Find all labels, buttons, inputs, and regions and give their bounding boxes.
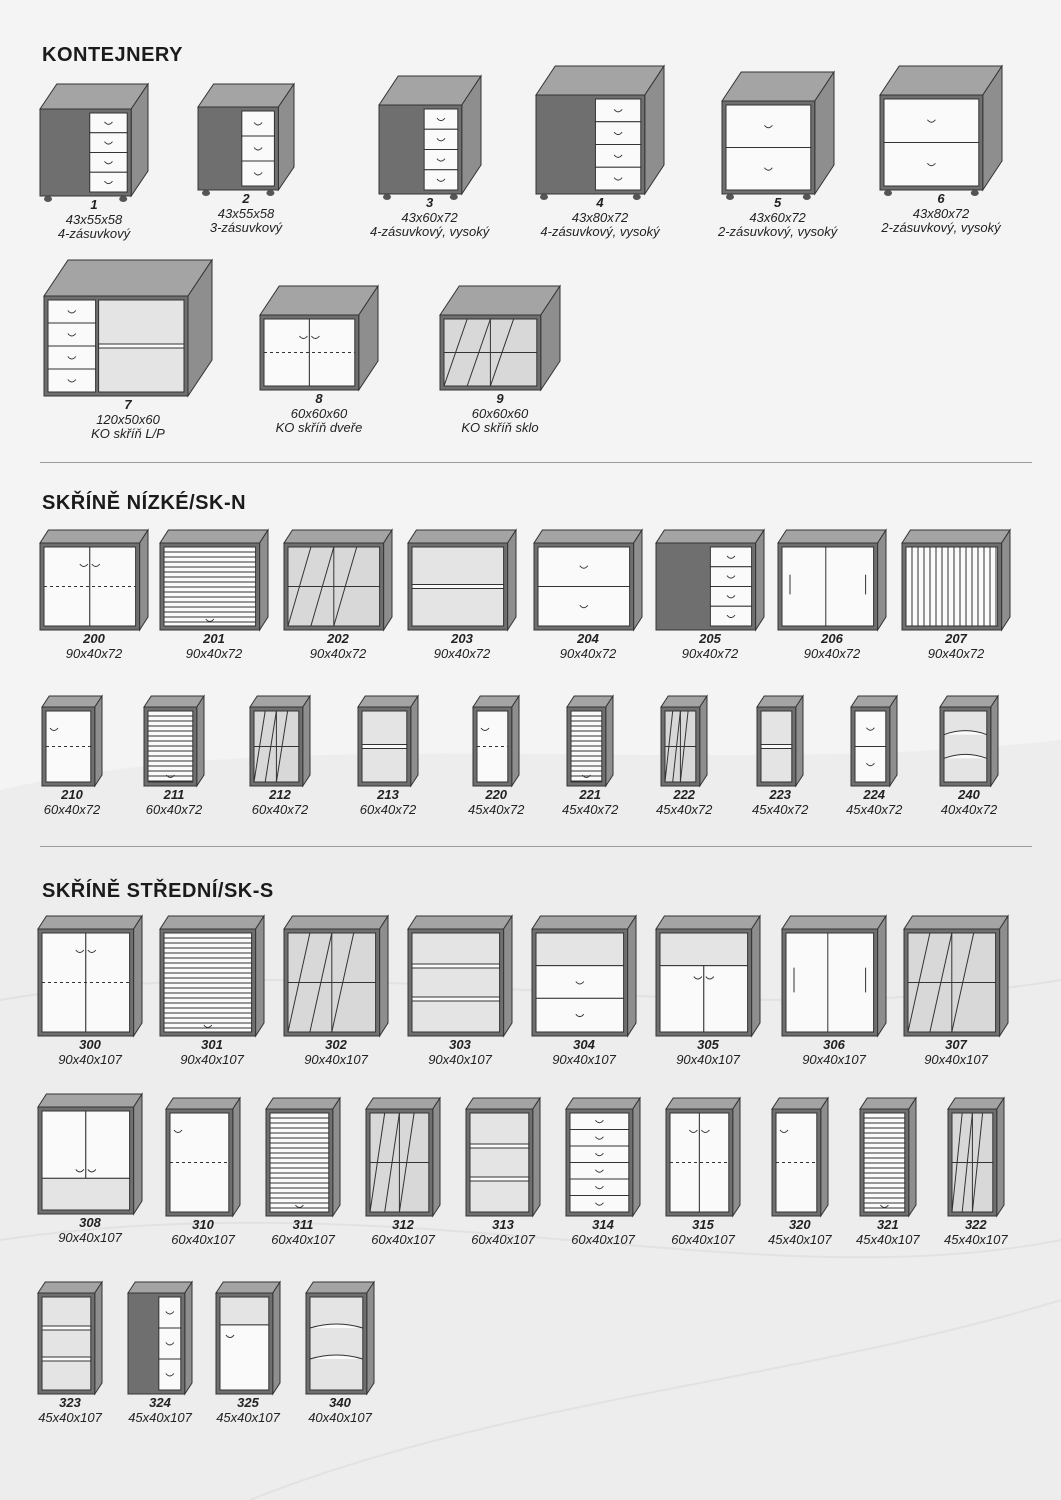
product-dimensions: 60x60x60 — [471, 406, 529, 421]
section-divider — [40, 462, 1032, 463]
product-description: KO skříň dveře — [275, 420, 363, 435]
product-illustration — [534, 530, 642, 630]
product-code: 312 — [392, 1217, 414, 1232]
product-dimensions: 45x40x107 — [128, 1410, 192, 1425]
product-code: 212 — [269, 787, 291, 802]
product-code: 322 — [964, 1217, 987, 1232]
section-title-skrine-nizke: SKŘÍNĚ NÍZKÉ/SK-N — [42, 492, 247, 514]
product-item — [144, 696, 204, 817]
product-description: 4-zásuvkový — [57, 226, 131, 241]
product-dimensions: 90x40x107 — [676, 1052, 740, 1067]
product-item — [42, 696, 102, 817]
product-dimensions: 60x40x107 — [471, 1232, 535, 1247]
product-illustration — [250, 696, 310, 786]
product-illustration — [216, 1282, 280, 1394]
product-illustration — [38, 916, 142, 1036]
product-dimensions: 43x60x72 — [749, 210, 806, 225]
product-code: 315 — [692, 1217, 714, 1232]
product-item — [904, 916, 1008, 1067]
product-illustration — [772, 1098, 828, 1216]
product-illustration — [466, 1098, 540, 1216]
product-item — [534, 530, 642, 661]
product-code: 210 — [61, 787, 83, 802]
product-dimensions: 90x40x72 — [681, 646, 739, 661]
product-illustration — [661, 696, 707, 786]
product-dimensions: 43x60x72 — [401, 210, 458, 225]
product-description: KO skříň sklo — [461, 420, 539, 435]
product-code: 211 — [163, 787, 185, 802]
product-dimensions: 90x40x72 — [559, 646, 617, 661]
product-item — [160, 530, 268, 661]
product-item — [466, 1098, 540, 1247]
product-illustration — [408, 916, 512, 1036]
product-dimensions: 45x40x72 — [846, 802, 903, 817]
product-item — [562, 696, 618, 817]
product-dimensions: 45x40x72 — [468, 802, 525, 817]
product-code: 9 — [496, 391, 504, 406]
product-code: 300 — [79, 1037, 101, 1052]
product-item — [40, 530, 148, 661]
product-illustration — [160, 530, 268, 630]
product-illustration — [536, 66, 664, 194]
product-code: 207 — [945, 631, 967, 646]
product-item — [40, 84, 148, 241]
product-illustration — [166, 1098, 240, 1216]
product-code: 310 — [192, 1217, 214, 1232]
product-code: 306 — [823, 1037, 845, 1052]
product-illustration — [440, 286, 560, 390]
product-item — [38, 916, 142, 1067]
product-dimensions: 60x40x107 — [671, 1232, 735, 1247]
product-code: 206 — [821, 631, 843, 646]
product-illustration — [948, 1098, 1004, 1216]
product-dimensions: 90x40x107 — [552, 1052, 616, 1067]
product-code: 204 — [577, 631, 599, 646]
product-code: 340 — [329, 1395, 351, 1410]
product-item — [408, 916, 512, 1067]
product-illustration — [778, 530, 886, 630]
product-item — [778, 530, 886, 661]
product-dimensions: 43x55x58 — [65, 212, 123, 227]
product-description: KO skříň L/P — [91, 426, 165, 441]
product-item — [250, 696, 310, 817]
product-dimensions: 43x55x58 — [217, 206, 275, 221]
product-item — [656, 530, 764, 661]
product-illustration — [940, 696, 998, 786]
product-dimensions: 90x40x72 — [309, 646, 367, 661]
product-illustration — [860, 1098, 916, 1216]
product-item — [408, 530, 516, 661]
product-dimensions: 120x50x60 — [96, 412, 160, 427]
product-dimensions: 45x40x72 — [562, 802, 619, 817]
product-code: 5 — [773, 195, 782, 210]
product-item — [718, 72, 837, 239]
product-code: 324 — [149, 1395, 171, 1410]
product-illustration — [128, 1282, 192, 1394]
product-illustration — [42, 696, 102, 786]
product-dimensions: 90x40x107 — [428, 1052, 492, 1067]
product-dimensions: 45x40x107 — [216, 1410, 280, 1425]
product-illustration — [757, 696, 803, 786]
product-code: 213 — [377, 787, 399, 802]
product-dimensions: 60x40x72 — [251, 802, 309, 817]
product-dimensions: 40x40x72 — [940, 802, 998, 817]
product-code: 303 — [449, 1037, 471, 1052]
product-item — [166, 1098, 240, 1247]
product-description: 2-zásuvkový, vysoký — [881, 220, 1001, 235]
product-illustration — [144, 696, 204, 786]
product-illustration — [408, 530, 516, 630]
product-dimensions: 60x40x72 — [145, 802, 203, 817]
product-illustration — [902, 530, 1010, 630]
product-code: 320 — [788, 1217, 811, 1232]
product-item — [656, 696, 712, 817]
product-dimensions: 90x40x72 — [433, 646, 491, 661]
product-code: 305 — [697, 1037, 719, 1052]
product-code: 307 — [945, 1037, 967, 1052]
product-item — [38, 1282, 102, 1425]
product-illustration — [284, 530, 392, 630]
section-divider — [40, 846, 1032, 847]
product-code: 301 — [201, 1037, 223, 1052]
product-code: 311 — [292, 1217, 314, 1232]
product-description: 4-zásuvkový, vysoký — [370, 224, 490, 239]
product-item — [944, 1098, 1008, 1247]
product-code: 313 — [492, 1217, 514, 1232]
product-dimensions: 45x40x72 — [752, 802, 809, 817]
product-dimensions: 45x40x72 — [656, 802, 713, 817]
product-item — [306, 1282, 374, 1425]
product-dimensions: 45x40x107 — [944, 1232, 1008, 1247]
product-illustration — [782, 916, 886, 1036]
section-title-skrine-stredni: SKŘÍNĚ STŘEDNÍ/SK-S — [42, 880, 274, 902]
product-code: 7 — [124, 397, 132, 412]
product-item — [366, 1098, 440, 1247]
product-dimensions: 60x60x60 — [290, 406, 348, 421]
product-illustration — [160, 916, 264, 1036]
product-dimensions: 90x40x107 — [802, 1052, 866, 1067]
product-illustration — [904, 916, 1008, 1036]
product-dimensions: 90x40x72 — [927, 646, 985, 661]
product-item — [128, 1282, 192, 1425]
product-code: 314 — [592, 1217, 614, 1232]
product-dimensions: 90x40x107 — [58, 1052, 122, 1067]
product-dimensions: 90x40x72 — [803, 646, 861, 661]
product-code: 222 — [673, 787, 696, 802]
product-dimensions: 90x40x107 — [924, 1052, 988, 1067]
product-dimensions: 45x40x107 — [38, 1410, 102, 1425]
product-code: 201 — [203, 631, 225, 646]
product-item — [370, 76, 489, 239]
product-code: 302 — [325, 1037, 347, 1052]
product-dimensions: 60x40x72 — [359, 802, 417, 817]
product-code: 2 — [242, 191, 250, 206]
product-code: 205 — [699, 631, 721, 646]
product-item — [846, 696, 902, 817]
product-item — [198, 84, 294, 235]
product-illustration — [666, 1098, 740, 1216]
product-description: 4-zásuvkový, vysoký — [540, 224, 660, 239]
product-code: 304 — [573, 1037, 595, 1052]
product-item — [768, 1098, 832, 1247]
product-item — [440, 286, 560, 435]
product-illustration — [532, 916, 636, 1036]
product-item — [266, 1098, 340, 1247]
product-code: 220 — [485, 787, 508, 802]
product-item — [666, 1098, 740, 1247]
product-description: 3-zásuvkový — [209, 220, 283, 235]
product-illustration — [567, 696, 613, 786]
product-code: 6 — [937, 191, 945, 206]
product-dimensions: 90x40x107 — [180, 1052, 244, 1067]
product-dimensions: 90x40x107 — [304, 1052, 368, 1067]
product-code: 4 — [596, 195, 604, 210]
product-code: 8 — [315, 391, 323, 406]
product-illustration — [284, 916, 388, 1036]
product-illustration — [880, 66, 1002, 190]
product-code: 224 — [863, 787, 886, 802]
product-code: 203 — [451, 631, 473, 646]
product-illustration — [366, 1098, 440, 1216]
product-illustration — [358, 696, 418, 786]
product-item — [468, 696, 524, 817]
product-illustration — [44, 260, 212, 396]
product-item — [358, 696, 418, 817]
product-item — [880, 66, 1002, 235]
product-item — [284, 530, 392, 661]
product-dimensions: 60x40x72 — [43, 802, 101, 817]
product-dimensions: 60x40x107 — [571, 1232, 635, 1247]
product-item — [856, 1098, 920, 1247]
product-code: 200 — [83, 631, 105, 646]
product-illustration — [260, 286, 378, 390]
product-item — [656, 916, 760, 1067]
product-illustration — [306, 1282, 374, 1394]
product-item — [532, 916, 636, 1067]
product-illustration — [38, 1282, 102, 1394]
product-illustration — [656, 916, 760, 1036]
product-dimensions: 45x40x107 — [856, 1232, 920, 1247]
product-illustration — [473, 696, 519, 786]
product-dimensions: 40x40x107 — [308, 1410, 372, 1425]
product-item — [284, 916, 388, 1067]
product-illustration — [40, 530, 148, 630]
product-item — [782, 916, 886, 1067]
product-code: 325 — [237, 1395, 259, 1410]
product-item — [536, 66, 664, 239]
product-illustration — [379, 76, 481, 194]
product-item — [902, 530, 1010, 661]
product-illustration — [566, 1098, 640, 1216]
product-item — [940, 696, 998, 817]
product-code: 221 — [579, 787, 602, 802]
product-illustration — [266, 1098, 340, 1216]
product-illustration — [656, 530, 764, 630]
product-item — [38, 1094, 142, 1245]
product-illustration — [198, 84, 294, 190]
product-dimensions: 43x80x72 — [912, 206, 970, 221]
product-code: 308 — [79, 1215, 101, 1230]
product-illustration — [40, 84, 148, 196]
product-dimensions: 90x40x72 — [65, 646, 123, 661]
section-title-kontejnery: KONTEJNERY — [42, 44, 183, 66]
product-dimensions: 60x40x107 — [371, 1232, 435, 1247]
product-dimensions: 60x40x107 — [271, 1232, 335, 1247]
product-illustration — [38, 1094, 142, 1214]
product-dimensions: 45x40x107 — [768, 1232, 832, 1247]
product-code: 1 — [90, 197, 98, 212]
product-dimensions: 43x80x72 — [571, 210, 629, 225]
product-code: 321 — [876, 1217, 899, 1232]
product-code: 3 — [425, 195, 434, 210]
product-code: 223 — [769, 787, 792, 802]
product-item — [260, 286, 378, 435]
product-illustration — [851, 696, 897, 786]
product-code: 240 — [958, 787, 980, 802]
product-code: 323 — [59, 1395, 81, 1410]
product-item — [44, 260, 212, 441]
product-illustration — [722, 72, 834, 194]
product-item — [566, 1098, 640, 1247]
product-code: 202 — [327, 631, 349, 646]
product-item — [160, 916, 264, 1067]
product-dimensions: 90x40x72 — [185, 646, 243, 661]
product-description: 2-zásuvkový, vysoký — [718, 224, 838, 239]
product-item — [752, 696, 808, 817]
product-item — [216, 1282, 280, 1425]
product-dimensions: 90x40x107 — [58, 1230, 122, 1245]
product-dimensions: 60x40x107 — [171, 1232, 235, 1247]
